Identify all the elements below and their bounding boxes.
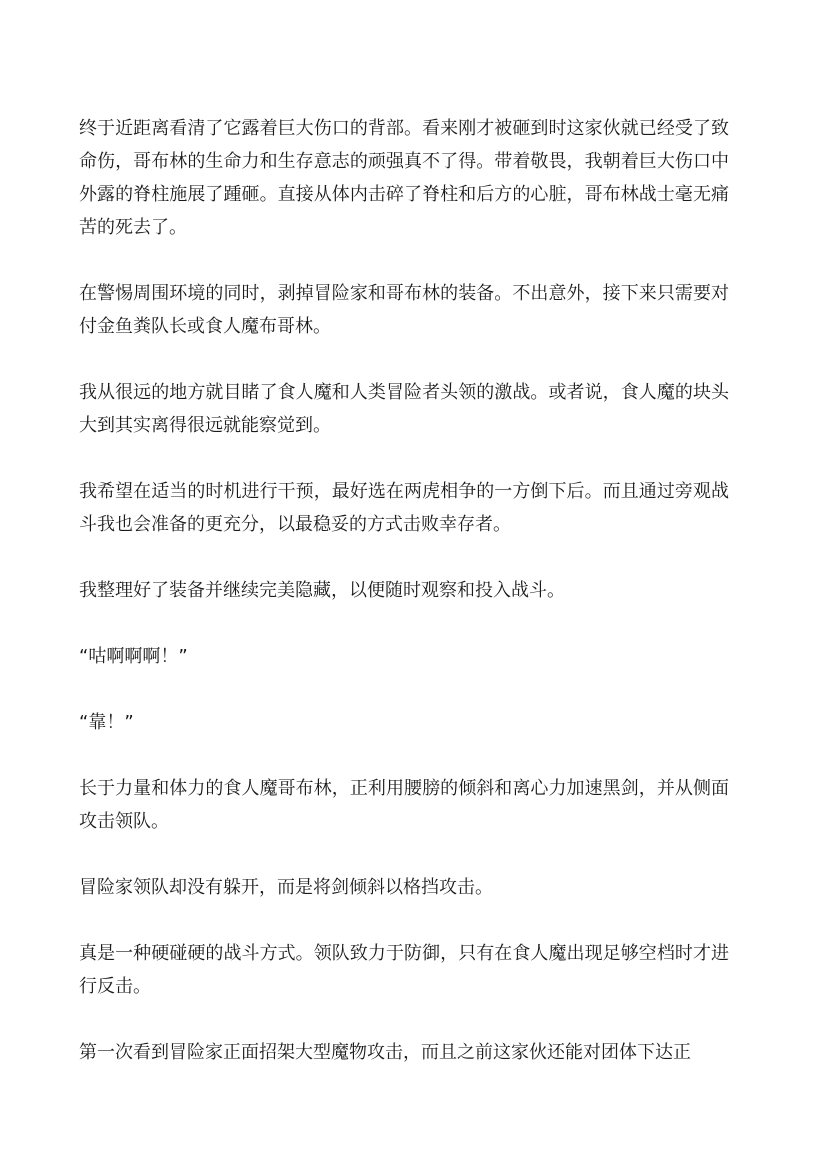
paragraph: 冒险家领队却没有躲开，而是将剑倾斜以格挡攻击。: [79, 877, 493, 898]
paragraph: 在警惕周围环境的同时，剥掉冒险家和哥布林的装备。不出意外，接下来只需要对付金鱼粪队长或食人魔布哥林。: [79, 283, 729, 337]
paragraph: 我整理好了装备并继续完美隐藏，以便随时观察和投入战斗。: [79, 580, 565, 601]
paragraph: 我希望在适当的时机进行干预，最好选在两虎相争的一方倒下后。而且通过旁观战斗我也会准备的更充分，以最稳妥的方式击败幸存者。: [79, 481, 729, 535]
paragraph: 终于近距离看清了它露着巨大伤口的背部。看来刚才被砸到时这家伙就已经受了致命伤，哥布林的生命力和生存意志的顽强真不了得。带着敬畏，我朝着巨大伤口中外露的脊柱施展了踵砸。直接从体内击碎了脊柱和后方的心脏，哥布林战士毫无痛苦的死去了。: [79, 118, 729, 238]
paragraph: 长于力量和体力的食人魔哥布林，正利用腰膀的倾斜和离心力加速黑剑，并从侧面攻击领队。: [79, 778, 729, 832]
document-body: [79, 112, 729, 1102]
paragraph: 真是一种硬碰硬的战斗方式。领队致力于防御，只有在食人魔出现足够空档时才进行反击。: [79, 943, 729, 997]
dialogue-line: “靠！”: [79, 712, 134, 733]
paragraph: 我从很远的地方就目睹了食人魔和人类冒险者头领的激战。或者说，食人魔的块头大到其实离得很远就能察觉到。: [79, 382, 729, 436]
dialogue-line: “咕啊啊啊！”: [79, 646, 188, 667]
paragraph: 第一次看到冒险家正面招架大型魔物攻击，而且之前这家伙还能对团体下达正: [79, 1042, 691, 1063]
